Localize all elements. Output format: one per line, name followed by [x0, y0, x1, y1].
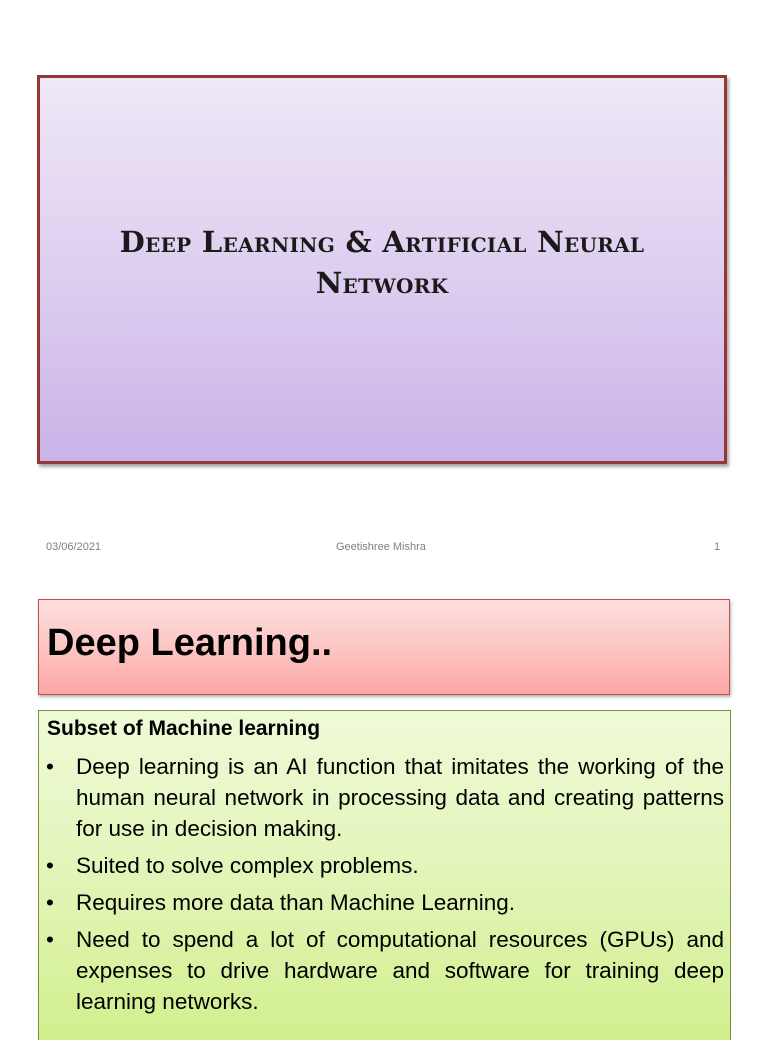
bullet-item — [39, 751, 732, 844]
section-heading: Deep Learning.. — [47, 622, 333, 664]
bullet-point-icon: • — [46, 890, 54, 915]
section-heading-box — [38, 599, 730, 695]
content-subtitle: Subset of Machine learning — [47, 717, 321, 740]
slide-title-line1: Deep Learning & Artificial Neural — [119, 224, 645, 259]
slide-title-line2: Network — [315, 265, 449, 300]
bullet-item — [39, 850, 732, 881]
title-slide — [37, 75, 727, 464]
bullet-item — [39, 924, 732, 1017]
bullet-point-icon: • — [46, 853, 54, 878]
footer-author: Geetishree Mishra — [336, 541, 426, 553]
slide-title — [62, 222, 702, 304]
bullet-point-icon: • — [46, 754, 54, 779]
bullet-text: Requires more data than Machine Learning. — [76, 890, 516, 915]
footer-date: 03/06/2021 — [46, 541, 102, 553]
bullet-point-icon: • — [46, 927, 54, 952]
bullet-item — [39, 887, 732, 918]
bullet-list — [39, 751, 732, 1023]
bullet-text: Suited to solve complex problems. — [76, 853, 419, 878]
content-box — [38, 710, 731, 1040]
footer-page-number: 1 — [714, 541, 721, 553]
bullet-text: Deep learning is an AI function that imitates the working of the human neural network in processing data and creating patterns for use in decision making. — [76, 754, 724, 841]
bullet-text: Need to spend a lot of computational resources (GPUs) and expenses to drive hardware and software for training deep learning networks. — [76, 927, 724, 1014]
